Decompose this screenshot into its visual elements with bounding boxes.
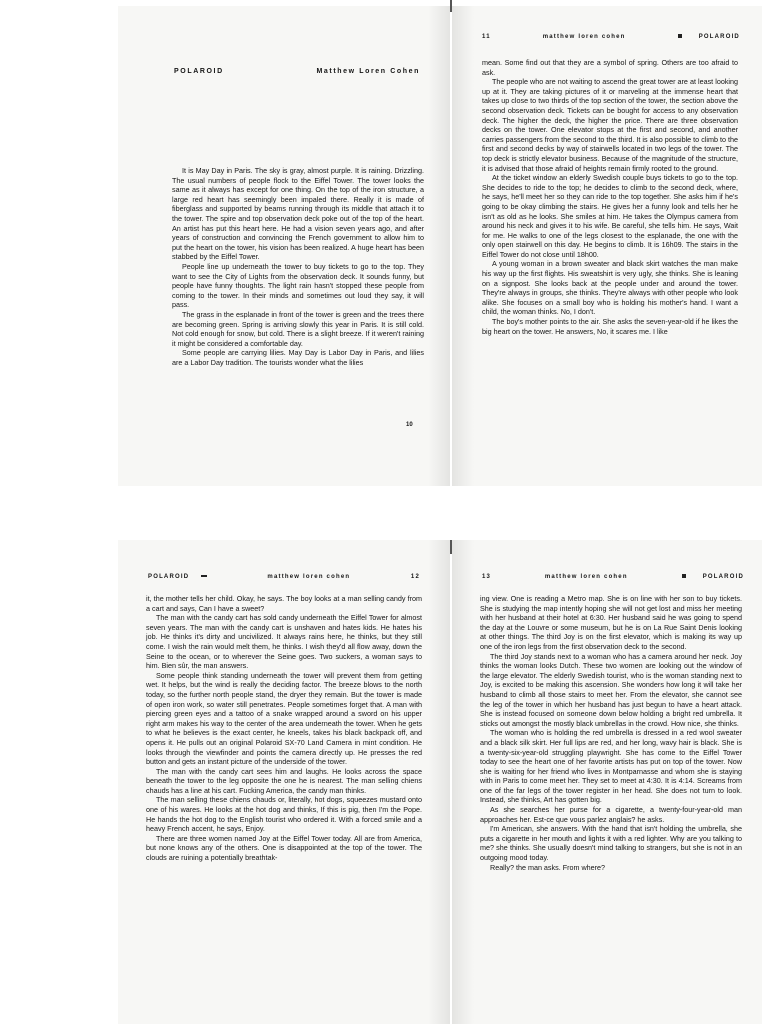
gutter-shadow <box>428 540 450 1024</box>
book-title: POLAROID <box>148 574 190 580</box>
paragraph: it, the mother tells her child. Okay, he says. The boy looks at a man selling candy from a cart and says, Can I have a sweet? <box>146 594 422 613</box>
paragraph: I'm American, she answers. With the hand that isn't holding the umbrella, she puts a cigarette in her mouth and lights it with a red lighter. Why are you talking to me? she thinks. She usually doesn't mind talking to strangers, but she is not in an outgoing mood today. <box>480 824 742 863</box>
page-header <box>174 68 420 75</box>
page-number: 11 <box>482 34 491 40</box>
page-body <box>482 58 738 336</box>
paragraph: As she searches her purse for a cigarette, a twenty-four-year-old man approaches her. Est-ce que vous parlez anglais? he asks. <box>480 805 742 824</box>
paragraph: The boy's mother points to the air. She asks the seven-year-old if he likes the big heart on the tower. He answers, No, it scares me. I like <box>482 317 738 336</box>
book-title: POLAROID <box>698 34 740 40</box>
page-number: 13 <box>482 574 492 580</box>
author-name: matthew loren cohen <box>542 34 626 40</box>
paragraph: The grass in the esplanade in front of the tower is green and the trees there are becoming green. Spring is arriving slowly this year in Paris. It is still cold. Not cold enough for snow, but cold. There is a slight breeze. If it weren't raining it might be considered a comfortable day. <box>172 309 424 348</box>
book-title: POLAROID <box>702 574 744 580</box>
paragraph: A young woman in a brown sweater and black skirt watches the man make his way up the first flights. His sweatshirt is very ugly, she thinks. She is leaning on a signpost. She looks back at the people under and around the tower. They're always in groups, she thinks. They're always with other people who look alike. She focuses on a small boy who is holding his mother's hand. I want a child, the woman thinks. No, I don't. <box>482 259 738 317</box>
paragraph: The man selling these chiens chauds or, literally, hot dogs, squeezes mustard onto one of his wares. He looks at the hot dog and thinks, If this is pig, then I'm the Pope. He hands the hot dog to the English tourist who ordered it. With a forced smile and a heavy French accent, he says, Enjoy. <box>146 795 422 834</box>
running-header <box>482 34 740 40</box>
running-header <box>148 574 420 580</box>
page-body <box>480 594 742 872</box>
paragraph: The man with the candy cart sees him and laughs. He looks across the space beneath the tower to the leg opposite the one he is nearest. The man selling chiens chauds has a line at his cart. Fucking America, the candy man thinks. <box>146 766 422 795</box>
author-name: matthew loren cohen <box>544 574 628 580</box>
page-number: 12 <box>410 574 420 580</box>
bullet-icon <box>682 574 686 578</box>
paragraph: Some people are carrying lilies. May Day is Labor Day in Paris, and lilies are a Labor Day tradition. The tourists wonder what the lilies <box>172 348 424 367</box>
page-body <box>146 594 422 863</box>
paragraph: The woman who is holding the red umbrella is dressed in a red wool sweater and a black silk skirt. Her full lips are red, and her long, wavy hair is black. She is a twenty-six-year-old struggling playwright. She has come to the Eiffel Tower today to see the heart one of her favorite artists has put on top of the tower. Now she is waiting for her friend who lives in Montparnasse and whom she is staying with in Paris to come meet her. They set to meet at 4:30. It is 4:14. Screams from one of the far legs of the tower register in her head. She does not turn to look. Instead, she thinks, Art has gotten big. <box>480 728 742 805</box>
dash-icon <box>201 575 207 577</box>
author-name: Matthew Loren Cohen <box>316 68 420 75</box>
gutter-shadow <box>428 6 450 486</box>
gutter-shadow <box>452 6 474 486</box>
paragraph: ing view. One is reading a Metro map. She is on line with her son to buy tickets. She is studying the map intently hoping she will not get lost and miss her meeting with her husband at their hotel at 6:30. Her husband said he was going to spend the day at the Louvre or some museum, but he is on La Rue Saint Denis looking at other things. The third Joy is on the first elevator, which is making its way up one of the iron legs from the first observation deck to the second. <box>480 594 742 651</box>
running-header <box>482 574 744 580</box>
page-12 <box>118 540 450 1024</box>
paragraph: There are three women named Joy at the Eiffel Tower today. All are from America, but none knows any of the others. One is disappointed at the top of the tower. The clouds are ruining a potentially breathtak- <box>146 833 422 863</box>
paragraph: Some people think standing underneath the tower will prevent them from getting wet. It helps, but the wind is really the deciding factor. The breeze blows to the north today, so the further north people stand, the dryer they remain. But the tower is made of open iron work, so water still penetrates. People sometimes forget that. A man with piercing green eyes and a tattoo of a snake wrapped around a sword on his upper right arm makes his way to the center of the area underneath the tower. When he gets to what he believes is the exact center, he kneels, takes his black backpack off, and opens it. He pulls out an original Polaroid SX-70 Land Camera in mint condition. He looks through the viewfinder and points the camera directly up. He presses the red button and gets an instant picture of the underside of the tower. <box>146 670 422 767</box>
paragraph: The third Joy stands next to a woman who has a camera around her neck. Joy thinks the woman looks Dutch. These two women are looking out the window of the large elevator. The elderly Swedish tourist, who is the woman standing next to Joy, is excited to be making this ascension. She wonders how long it will take her husband to climb all those stairs to meet her. From the elevator, she cannot see the leg of the tower in which her husband has just begun to have a heart attack. She is instead focused on someone down below holding a bright red umbrella. It sticks out amongst the mostly black umbrellas in the crowd. How nice, she thinks. <box>480 651 742 728</box>
paragraph: Really? the man asks. From where? <box>490 862 606 872</box>
paragraph: The man with the candy cart has sold candy underneath the Eiffel Tower for almost seven years. The man with the candy cart is unshaven and hates kids. He hates his job. He thinks it's dirty and uncivilized. It always rains here, he thinks, but they still come. I wish the rain would melt them, he thinks. I wish they'd all flow away, down the Seine to the ocean, or to wherever the Seine goes. Two suckers, a woman says to him. Bien sûr, the man answers. <box>146 613 422 671</box>
paragraph: People line up underneath the tower to buy tickets to go to the top. They want to see the City of Lights from the observation deck. It sounds funny, but people have funny thoughts. The light rain hasn't stopped these people from coming to the tower. In their minds and sometimes out loud they say, it will pass. <box>172 261 424 310</box>
author-name: matthew loren cohen <box>267 574 351 580</box>
page-body <box>172 166 424 367</box>
page-number: 10 <box>406 422 413 428</box>
gutter-shadow <box>452 540 474 1024</box>
spine-mark <box>450 0 452 12</box>
bullet-icon <box>678 34 682 38</box>
paragraph: At the ticket window an elderly Swedish couple buys tickets to go to the top. She decides to ride to the top; he decides to climb to the second deck, where, he says, he'll meet her so they can ride to the top together. She asks him if he's going to be okay climbing the stairs. He gives her a funny look and tells her he isn't as old as he looks. She smiles at him. He takes the Olympus camera from around his neck and gives it to his wife. Be careful, she tells him. He says, Wait for me. He walks to one of the legs closest to the esplanade, the one with the only open stairwell on this day. He begins to climb. It is 16h09. The stairs in the Eiffel Tower do not close until 18h00. <box>482 173 738 259</box>
page-11 <box>452 6 762 486</box>
page-13 <box>452 540 762 1024</box>
paragraph: It is May Day in Paris. The sky is gray, almost purple. It is raining. Drizzling. The usual numbers of people flock to the Eiffel Tower. The tower looks the same as it always has except for one thing. On the top of the iron structure, a large red heart has seemingly been impaled there. Really it is made of fiberglass and supported by beams running through its middle that attach it to the tower. The spire and top observation deck poke out of the top of the heart. An artist has put this heart here. He had a vision seven years ago, and after years of construction and convincing the French government to allow him to put the heart on the tower, his vision has been realized. A huge heart has been stabbed by the Eiffel Tower. <box>172 166 424 262</box>
book-title: POLAROID <box>174 68 224 75</box>
paragraph: mean. Some find out that they are a symbol of spring. Others are too afraid to ask. <box>482 58 738 77</box>
paragraph: The people who are not waiting to ascend the great tower are at least looking up at it. They are taking pictures of it or marveling at the immense heart that takes up close to two thirds of the top section of the tower, the section above the second observation deck. Tickets can be bought for access to any observation deck. The higher the deck, the higher the price. There are three observation decks on the tower. One elevator stops at the first and second, and another carries passengers from the second to the third. It is also possible to climb to the first and second decks by way of stairwells located in two legs of the tower. The top deck is strictly elevator business. Because of the magnitude of the structure, it is advised that those afraid of heights remain firmly rooted to the ground. <box>482 77 738 173</box>
page-10 <box>118 6 450 486</box>
